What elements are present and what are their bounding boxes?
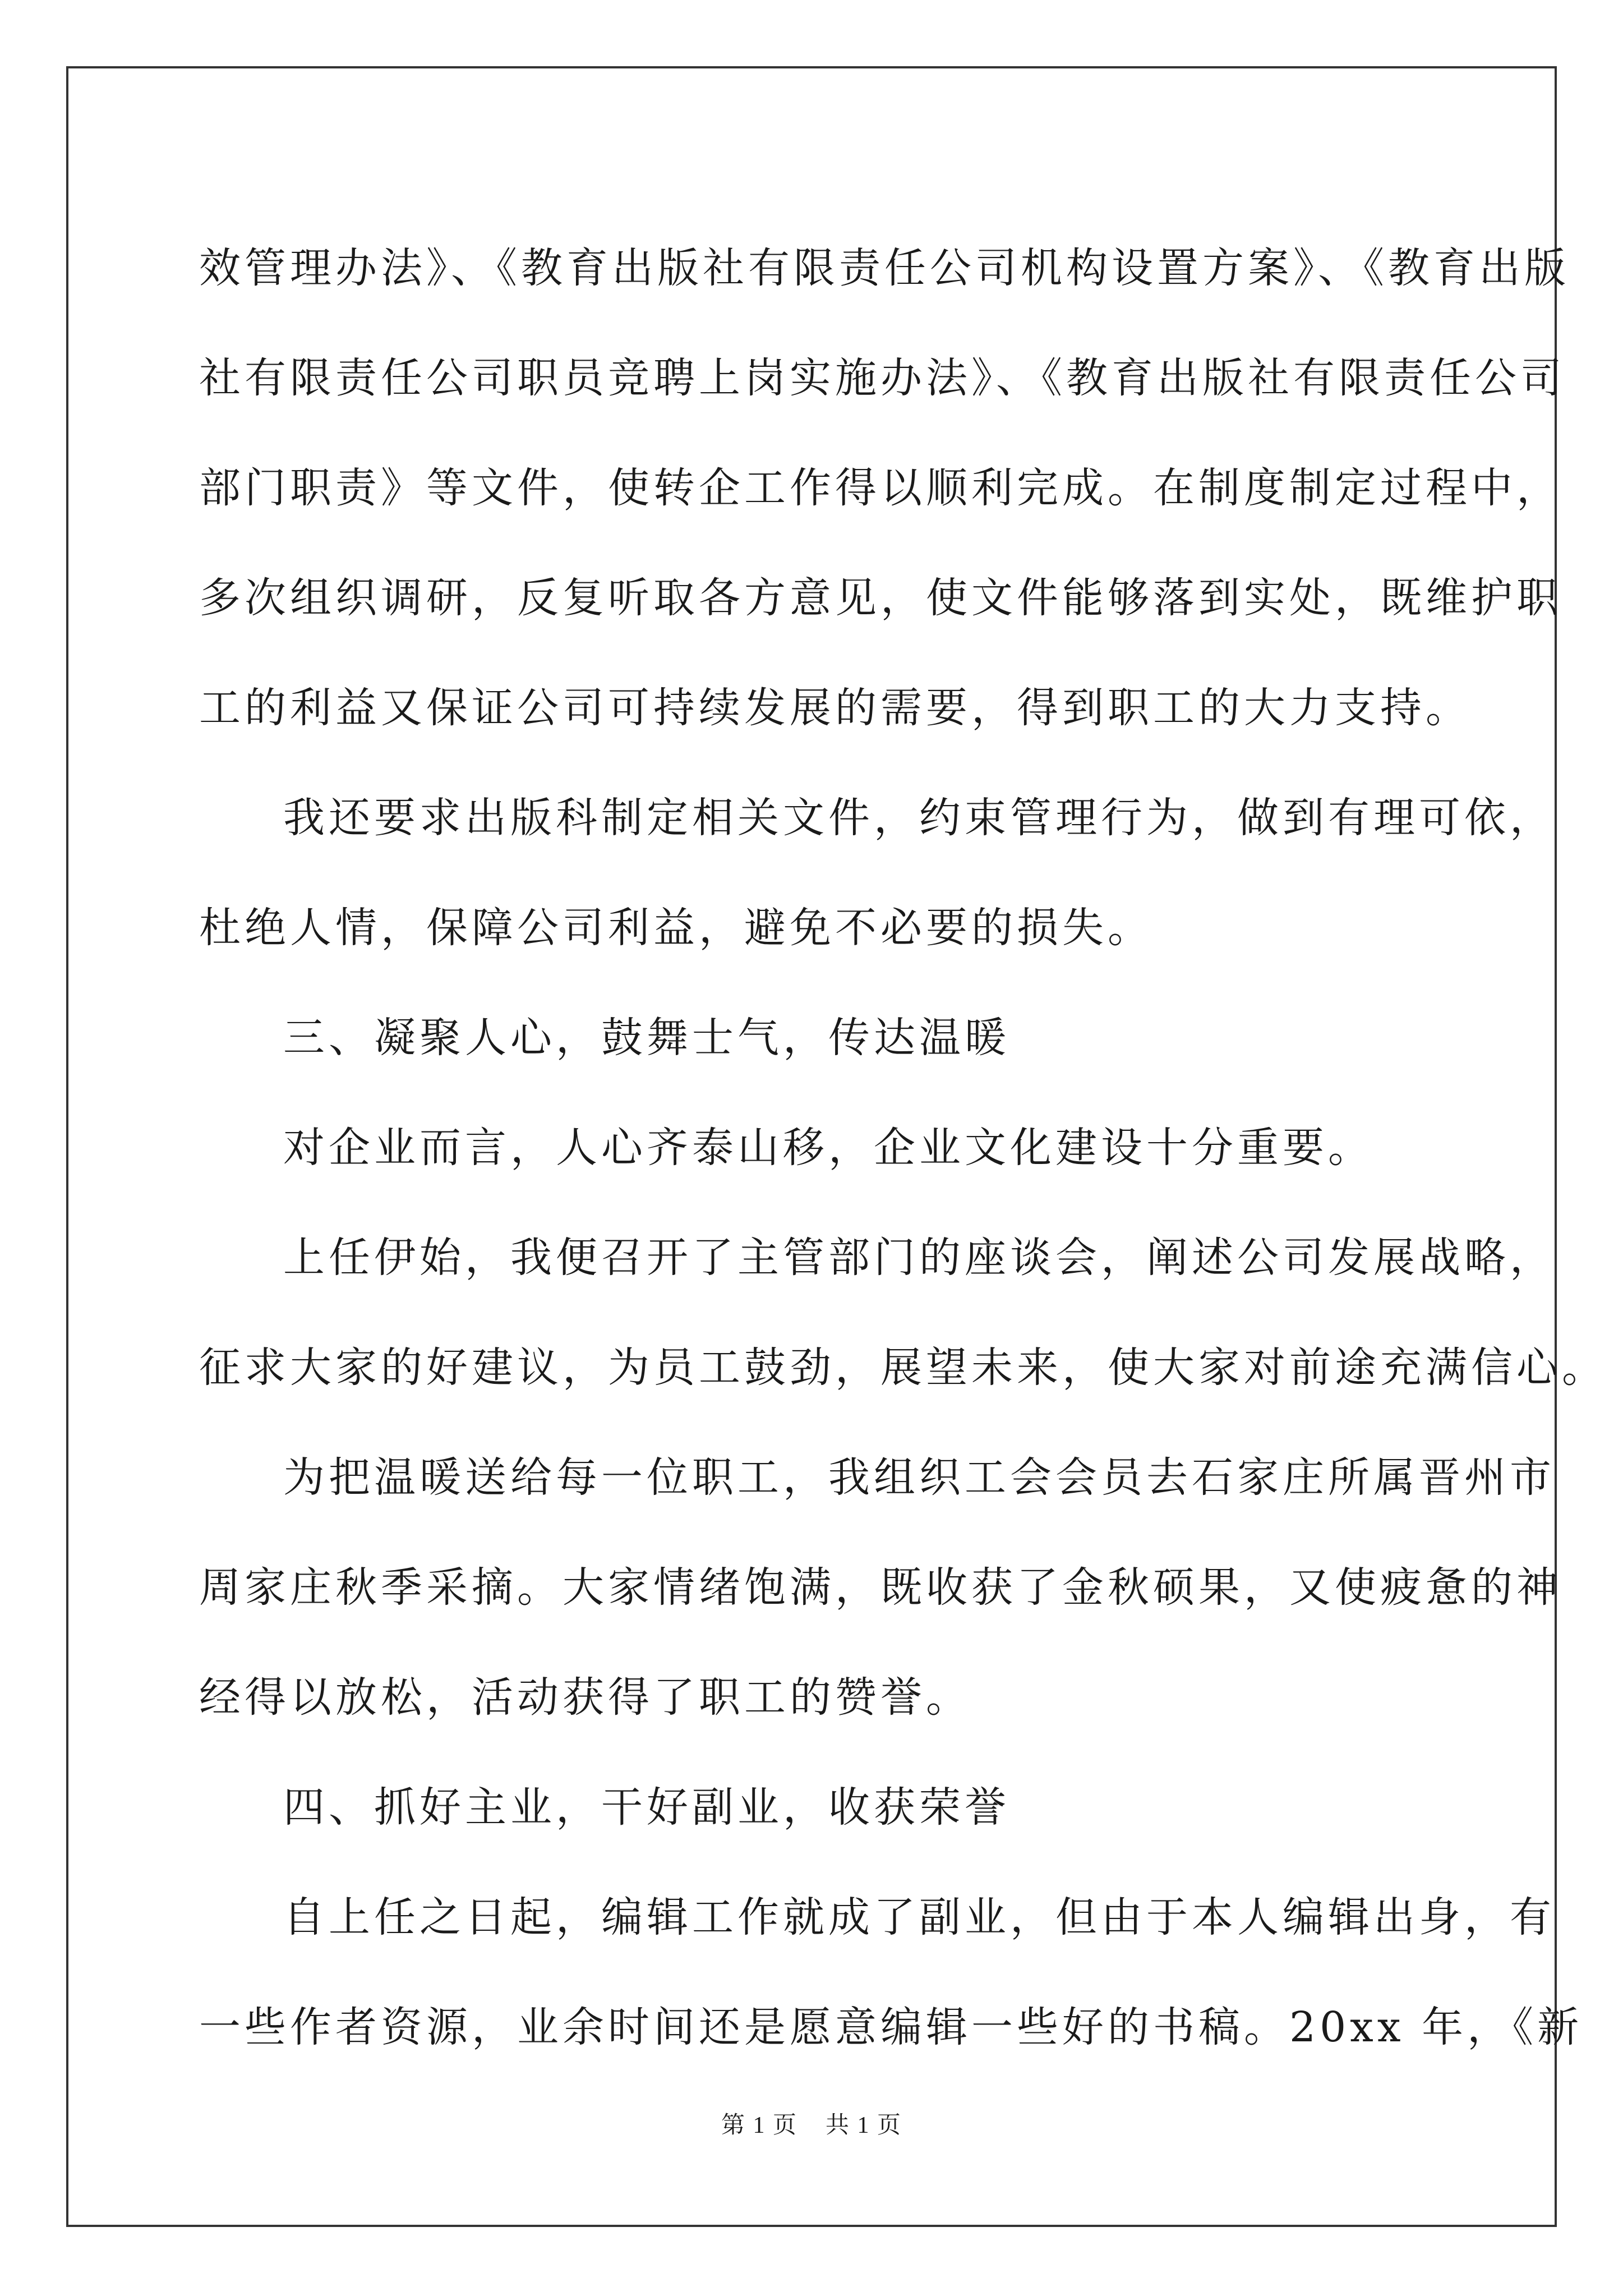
page-footer	[0, 2106, 1623, 2140]
section-heading: 三、凝聚人心，鼓舞士气，传达温暖	[283, 1014, 1010, 1062]
paragraph-first-line: 自上任之日起，编辑工作就成了副业，但由于本人编辑出身，有	[283, 1893, 1555, 1941]
paragraph-first-line: 为把温暖送给每一位职工，我组织工会会员去石家庄所属晋州市	[283, 1453, 1555, 1502]
text-line: 效管理办法》、《教育出版社有限责任公司机构设置方案》、《教育出版	[199, 244, 1570, 292]
document-body	[199, 213, 1607, 2082]
paragraph-first-line: 上任伊始，我便召开了主管部门的座谈会，阐述公司发展战略，	[283, 1234, 1555, 1282]
text-line: 杜绝人情，保障公司利益，避免不必要的损失。	[199, 904, 1153, 952]
page-number: 第 1 页	[721, 2113, 797, 2138]
section-heading: 四、抓好主业，干好副业，收获荣誉	[283, 1783, 1010, 1832]
text-line: 一些作者资源，业余时间还是愿意编辑一些好的书稿。20xx 年，《新	[199, 2003, 1583, 2051]
text-line: 部门职责》等文件，使转企工作得以顺利完成。在制度制定过程中，	[199, 464, 1562, 512]
text-line: 征求大家的好建议，为员工鼓劲，展望未来，使大家对前途充满信心。	[199, 1343, 1607, 1392]
paragraph-first-line: 对企业而言，人心齐泰山移，企业文化建设十分重要。	[283, 1124, 1373, 1172]
text-line: 经得以放松，活动获得了职工的赞誉。	[199, 1673, 971, 1722]
paragraph-first-line: 我还要求出版科制定相关文件，约束管理行为，做到有理可依，	[283, 794, 1555, 842]
text-line: 工的利益又保证公司可持续发展的需要，得到职工的大力支持。	[199, 684, 1471, 732]
page-total: 共 1 页	[826, 2113, 902, 2138]
text-line: 社有限责任公司职员竞聘上岗实施办法》、《教育出版社有限责任公司	[199, 354, 1566, 402]
text-line: 周家庄秋季采摘。大家情绪饱满，既收获了金秋硕果，又使疲惫的神	[199, 1563, 1562, 1612]
text-line: 多次组织调研，反复听取各方意见，使文件能够落到实处，既维护职	[199, 574, 1562, 622]
